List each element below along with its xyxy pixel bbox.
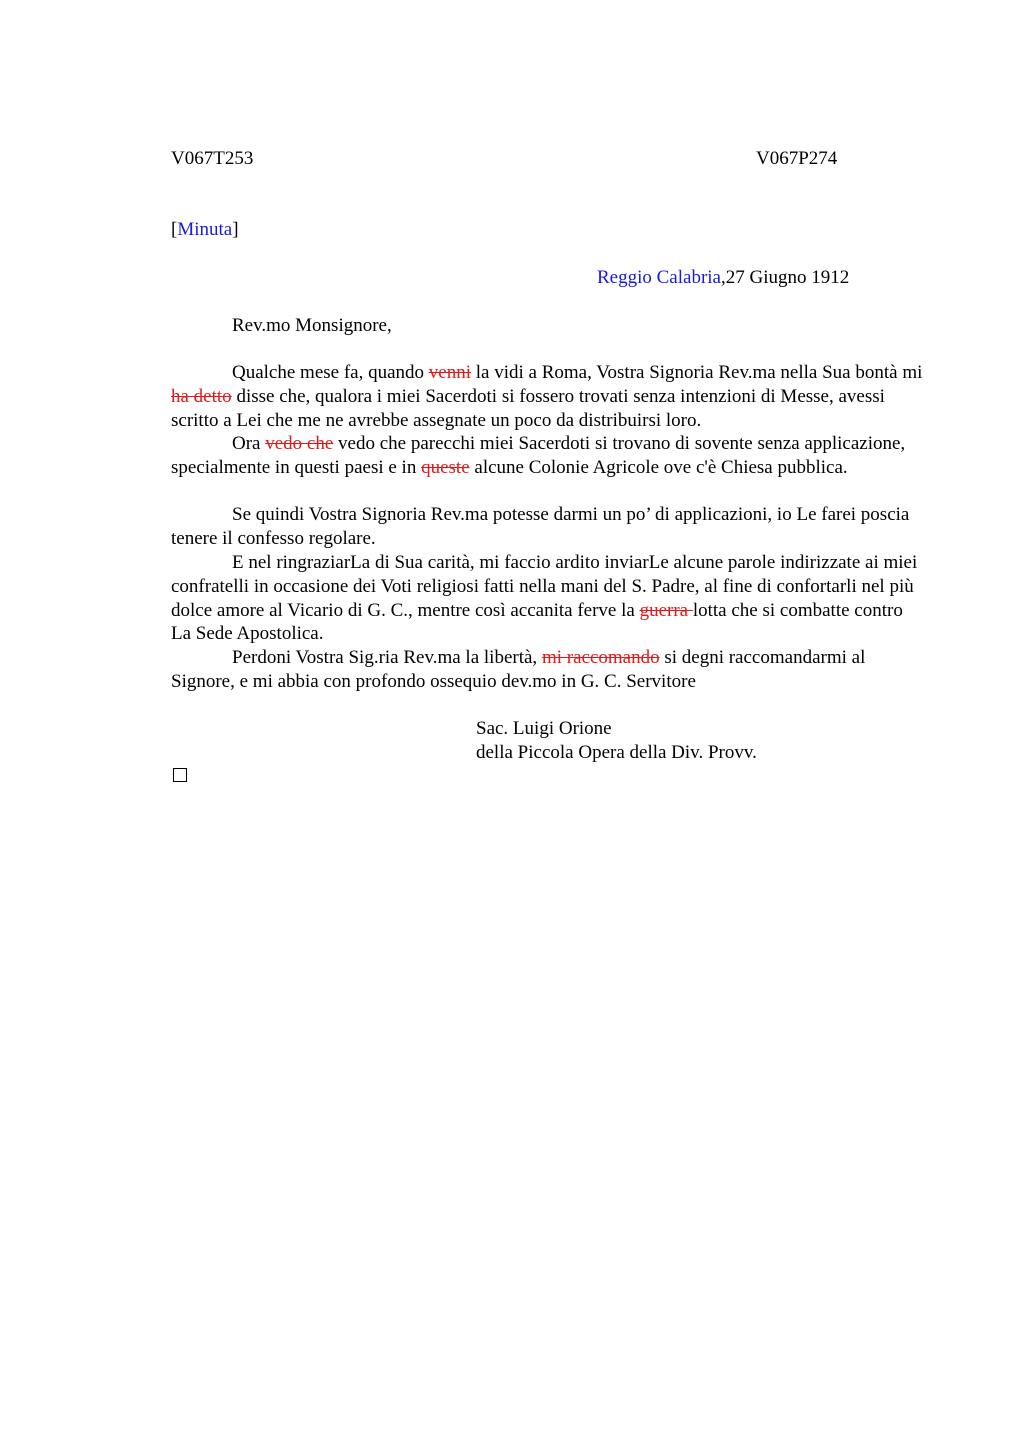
p3-text-1: Se quindi Vostra Signoria Rev.ma potesse darmi un po’ di applicazioni, io Le farei poscia tenere il confesso regolare. (171, 504, 910, 549)
p4-deletion-1: guerra (639, 599, 693, 621)
body-paragraph-5 (171, 646, 927, 694)
p1-deletion-1: venni (428, 362, 472, 383)
p5-text-1: Perdoni Vostra Sig.ria Rev.ma la libertà, (232, 647, 542, 668)
date-text: ,27 Giugno 1912 (721, 267, 850, 288)
minuta-link[interactable]: Minuta (177, 219, 233, 240)
dateline (597, 266, 849, 290)
body-paragraph-4 (171, 551, 927, 646)
signature-title: della Piccola Opera della Div. Provv. (476, 742, 757, 763)
p5-deletion-1: mi raccomando (541, 647, 660, 668)
place-link[interactable]: Reggio Calabria (597, 267, 721, 288)
p2-text-2: vedo che parecchi miei Sacerdoti si trovano di sovente senza applicazione, specialmente in questi paesi e in (171, 433, 906, 478)
signature-name: Sac. Luigi Orione (476, 718, 612, 739)
p2-text-1: Ora (232, 433, 266, 454)
p1-text-2: la vidi a Roma, Vostra Signoria Rev.ma nella Sua bontà mi (471, 362, 923, 383)
p2-deletion-1: vedo che (265, 433, 334, 454)
p1-deletion-2: ha detto (171, 385, 232, 407)
p5-text-2: si degni raccomandarmi al Signore, e mi abbia con profondo ossequio dev.mo in G. C. Servitore (171, 647, 866, 692)
bracket-close: ] (232, 219, 239, 240)
empty-checkbox-icon (173, 768, 187, 782)
p4-text-1: E nel ringraziarLa di Sua carità, mi faccio ardito inviarLe alcune parole indirizzate ai miei confratelli in occasione dei Voti religiosi fatti nella mani del S. Padre, al fine di confortarli nel più dolce amore al Vicario di G. C., mentre così accanita ferve la (171, 552, 918, 621)
minuta-label-line (171, 218, 239, 242)
letter-page (171, 0, 927, 1450)
bracket-open: [ (171, 219, 178, 240)
p1-text-3: disse che, qualora i miei Sacerdoti si fossero trovati senza intenzioni di Messe, avessi scritto a Lei che me ne avrebbe assegnate un poco da distribuirsi loro. (171, 385, 885, 431)
p1-text-1: Qualche mese fa, quando (232, 362, 429, 383)
body-paragraph-1 (171, 361, 927, 432)
body-paragraph-2 (171, 432, 927, 480)
p2-deletion-2: queste (421, 456, 470, 478)
salutation: Rev.mo Monsignore, (232, 315, 392, 336)
p4-text-2: lotta che si combatte contro La Sede Apostolica. (171, 599, 903, 645)
body-paragraph-3 (171, 503, 927, 551)
document-code-left: V067T253 (171, 148, 254, 169)
document-code-right: V067P274 (756, 148, 838, 169)
p2-text-3: alcune Colonie Agricole ove c'è Chiesa pubblica. (469, 456, 848, 478)
